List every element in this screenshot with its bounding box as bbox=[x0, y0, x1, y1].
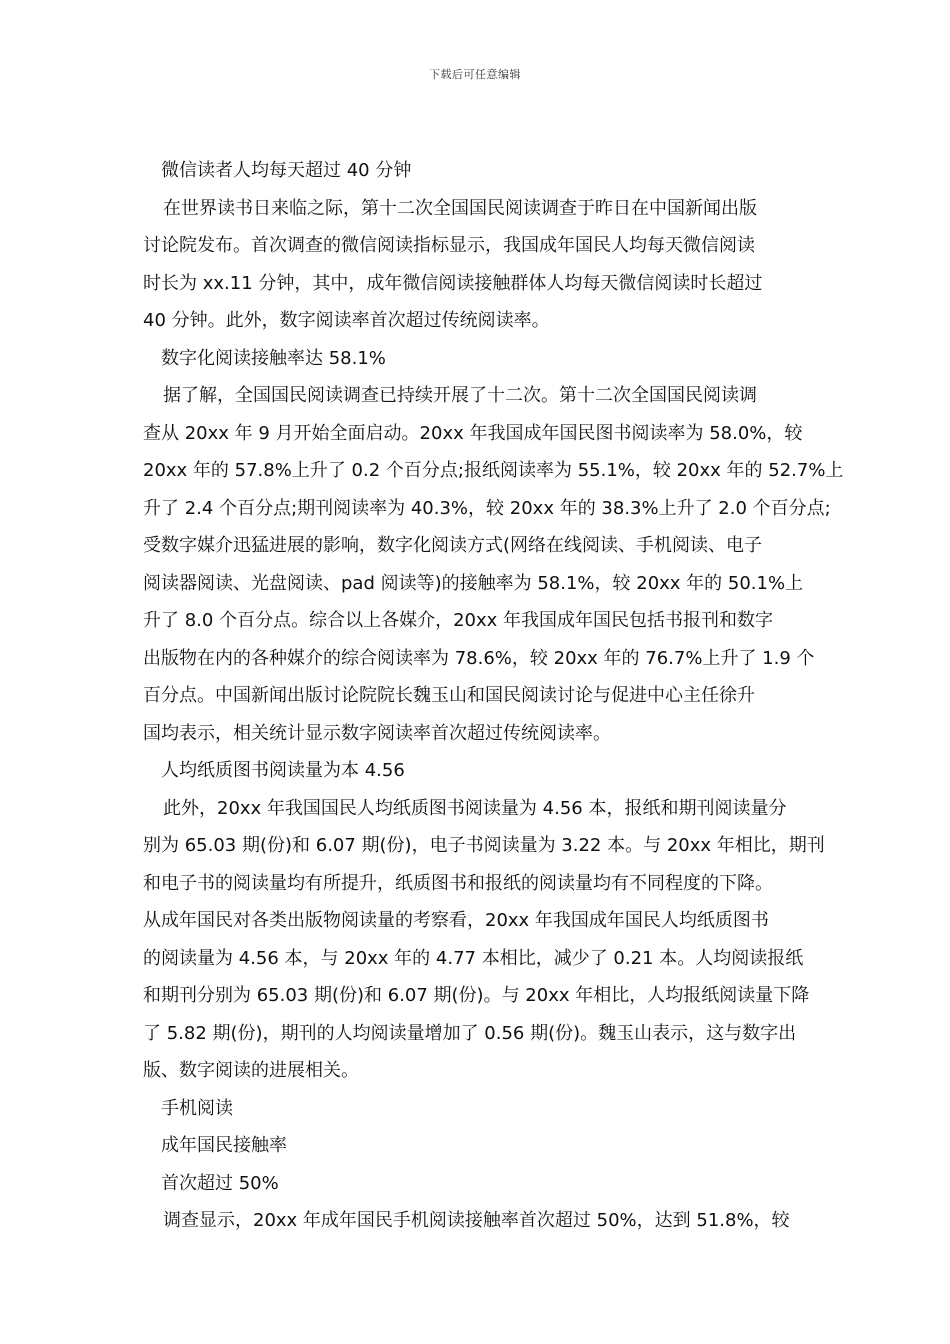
section-heading: 人均纸质图书阅读量为本 4.56 bbox=[161, 760, 405, 781]
paragraph-line: 据了解，全国国民阅读调查已持续开展了十二次。第十二次全国国民阅读调 bbox=[163, 385, 757, 406]
paragraph-line: 20xx 年的 57.8%上升了 0.2 个百分点;报纸阅读率为 55.1%，较 20xx 年的 52.7%上 bbox=[143, 460, 844, 481]
section-heading: 手机阅读 bbox=[161, 1097, 233, 1119]
document-body bbox=[143, 152, 844, 1240]
section-heading: 首次超过 50% bbox=[161, 1172, 279, 1194]
paragraph-line: 了 5.82 期(份)，期刊的人均阅读量增加了 0.56 期(份)。魏玉山表示，这与数字出 bbox=[143, 1022, 797, 1044]
paragraph-line: 出版物在内的各种媒介的综合阅读率为 78.6%，较 20xx 年的 76.7%上升了 1.9 个 bbox=[143, 647, 815, 669]
section-heading: 数字化阅读接触率达 58.1% bbox=[161, 347, 386, 369]
page-header: 下载后可任意编辑 bbox=[429, 68, 521, 81]
paragraph-line: 别为 65.03 期(份)和 6.07 期(份)，电子书阅读量为 3.22 本。与 20xx 年相比，期刊 bbox=[143, 835, 825, 856]
paragraph-line: 查从 20xx 年 9 月开始全面启动。20xx 年我国成年国民图书阅读率为 58.0%，较 bbox=[143, 422, 803, 444]
paragraph-line: 升了 2.4 个百分点;期刊阅读率为 40.3%，较 20xx 年的 38.3%上升了 2.0 个百分点; bbox=[143, 497, 831, 519]
paragraph-line: 调查显示，20xx 年成年国民手机阅读接触率首次超过 50%，达到 51.8%，较 bbox=[163, 1210, 790, 1231]
paragraph-line: 和期刊分别为 65.03 期(份)和 6.07 期(份)。与 20xx 年相比，人均报纸阅读量下降 bbox=[143, 985, 810, 1006]
paragraph-line: 讨论院发布。首次调查的微信阅读指标显示，我国成年国民人均每天微信阅读 bbox=[143, 235, 755, 256]
paragraph-line: 百分点。中国新闻出版讨论院院长魏玉山和国民阅读讨论与促进中心主任徐升 bbox=[143, 685, 755, 706]
paragraph-line: 从成年国民对各类出版物阅读量的考察看，20xx 年我国成年国民人均纸质图书 bbox=[143, 910, 769, 931]
paragraph-line: 的阅读量为 4.56 本，与 20xx 年的 4.77 本相比，减少了 0.21 本。人均阅读报纸 bbox=[143, 947, 804, 969]
paragraph-line: 版、数字阅读的进展相关。 bbox=[143, 1060, 359, 1081]
paragraph-line: 国均表示，相关统计显示数字阅读率首次超过传统阅读率。 bbox=[143, 722, 611, 744]
paragraph-line: 和电子书的阅读量均有所提升，纸质图书和报纸的阅读量均有不同程度的下降。 bbox=[143, 872, 773, 894]
paragraph-line: 在世界读书日来临之际，第十二次全国国民阅读调查于昨日在中国新闻出版 bbox=[163, 197, 757, 219]
paragraph-line: 此外，20xx 年我国国民人均纸质图书阅读量为 4.56 本，报纸和期刊阅读量分 bbox=[163, 797, 787, 819]
paragraph-line: 受数字媒介迅猛进展的影响，数字化阅读方式(网络在线阅读、手机阅读、电子 bbox=[143, 535, 763, 556]
section-heading: 微信读者人均每天超过 40 分钟 bbox=[161, 160, 412, 181]
paragraph-line: 阅读器阅读、光盘阅读、pad 阅读等)的接触率为 58.1%，较 20xx 年的 50.1%上 bbox=[143, 572, 804, 594]
paragraph-line: 40 分钟。此外，数字阅读率首次超过传统阅读率。 bbox=[143, 310, 550, 331]
paragraph-line: 时长为 xx.11 分钟，其中，成年微信阅读接触群体人均每天微信阅读时长超过 bbox=[143, 272, 763, 294]
paragraph-line: 升了 8.0 个百分点。综合以上各媒介，20xx 年我国成年国民包括书报刊和数字 bbox=[143, 610, 773, 631]
section-heading: 成年国民接触率 bbox=[161, 1135, 287, 1156]
